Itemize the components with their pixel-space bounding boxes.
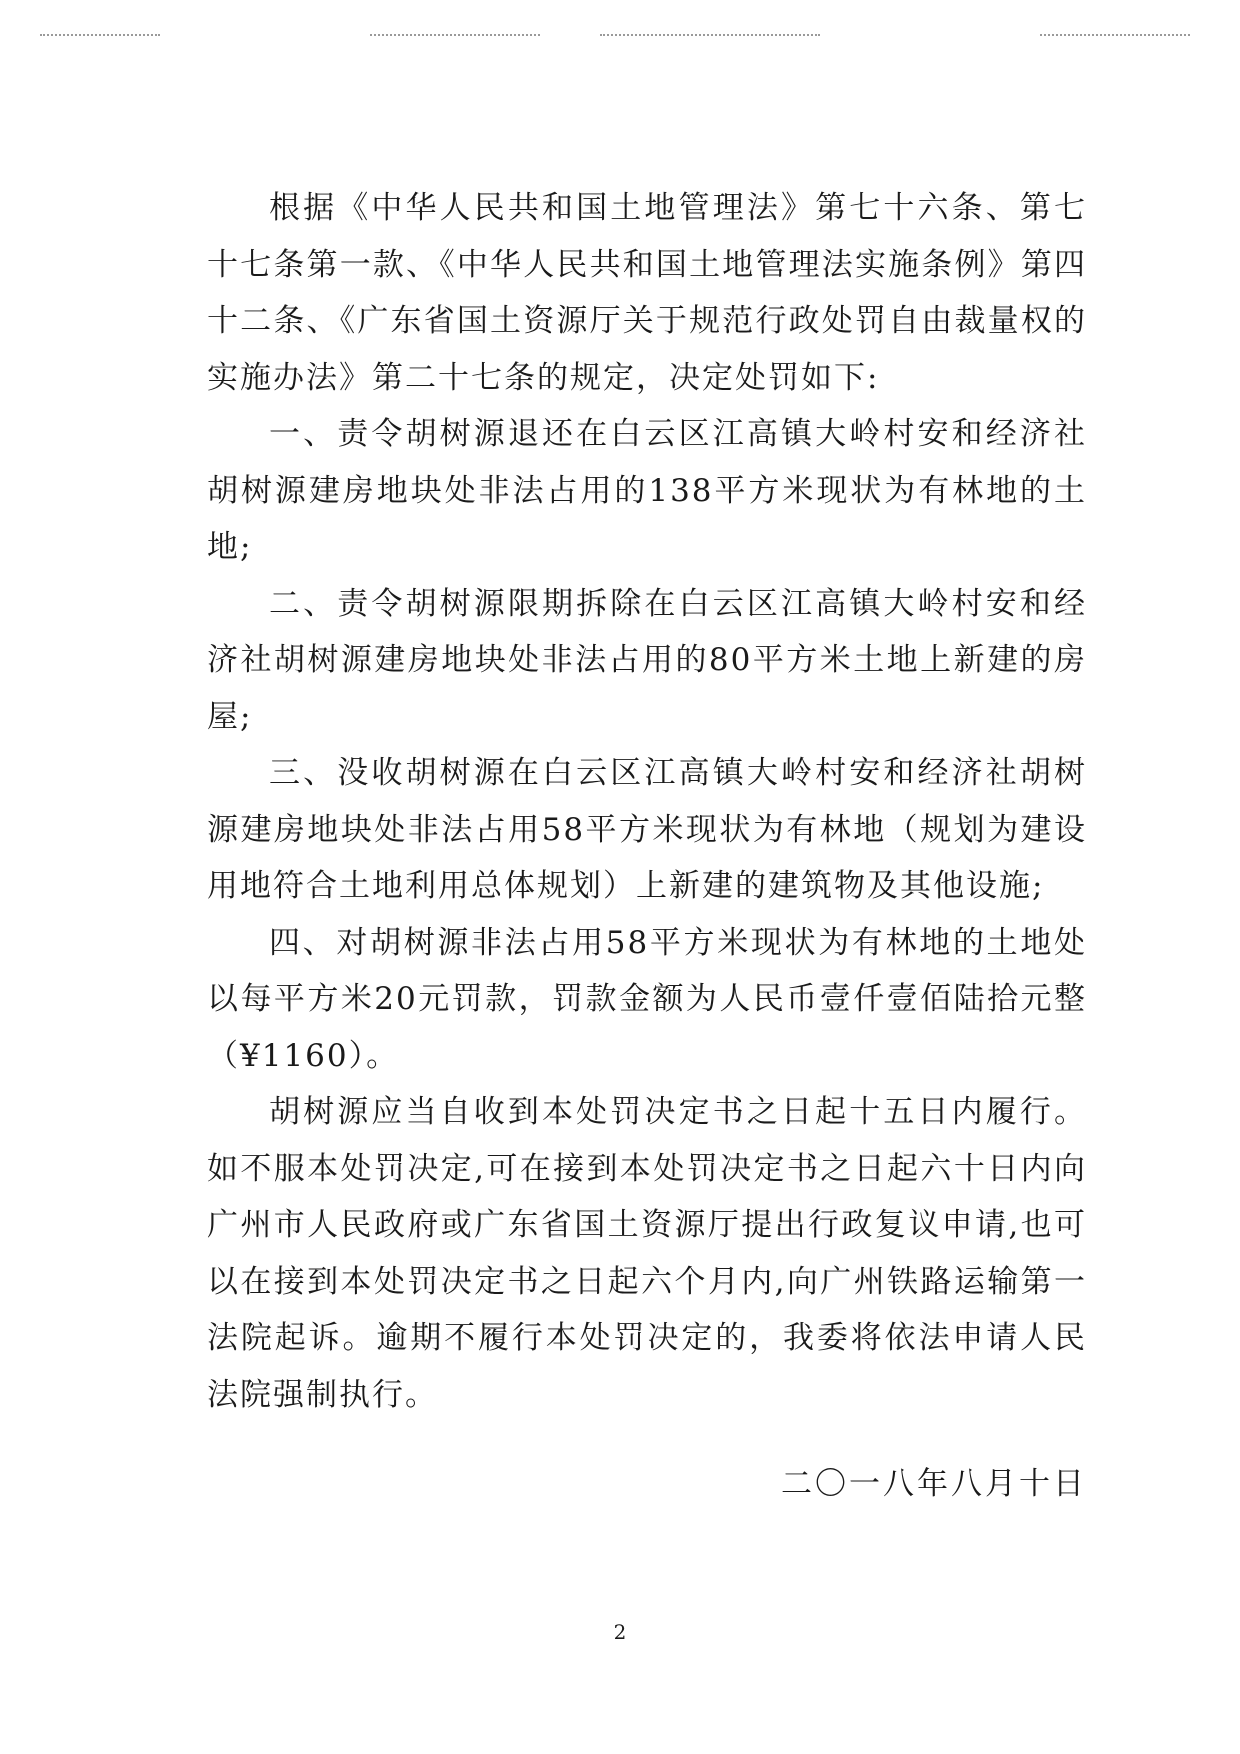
penalty-item-4: 四、对胡树源非法占用58平方米现状为有林地的土地处以每平方米20元罚款，罚款金额为人民币壹仟壹佰陆拾元整（¥1160）。 xyxy=(207,924,1087,1074)
legal-basis-paragraph: 根据《中华人民共和国土地管理法》第七十六条、第七十七条第一款、《中华人民共和国土地管理法实施条例》第四十二条、《广东省国土资源厅关于规范行政处罚自由裁量权的实施办法》第二十七条的规定，决定处罚如下: xyxy=(207,190,1087,396)
scan-artifact-top xyxy=(40,34,1200,40)
penalty-item-2: 二、责令胡树源限期拆除在白云区江高镇大岭村安和经济社胡树源建房地块处非法占用的80平方米土地上新建的房屋; xyxy=(207,585,1087,735)
document-body xyxy=(207,180,1087,1423)
penalty-item-3: 三、没收胡树源在白云区江高镇大岭村安和经济社胡树源建房地块处非法占用58平方米现状为有林地（规划为建设用地符合土地利用总体规划）上新建的建筑物及其他设施; xyxy=(207,755,1087,904)
compliance-paragraph: 胡树源应当自收到本处罚决定书之日起十五日内履行。如不服本处罚决定,可在接到本处罚决定书之日起六十日内向广州市人民政府或广东省国土资源厅提出行政复议申请,也可以在接到本处罚决定书之日起六个月内,向广州铁路运输第一法院起诉。逾期不履行本处罚决定的，我委将依法申请人民法院强制执行。 xyxy=(207,1094,1087,1413)
scan-artifact-dots xyxy=(370,34,540,38)
document-date: 二〇一八年八月十日 xyxy=(781,1466,1087,1502)
page-number: 2 xyxy=(613,1620,627,1644)
scan-artifact-dots xyxy=(600,34,820,38)
penalty-item-1: 一、责令胡树源退还在白云区江高镇大岭村安和经济社胡树源建房地块处非法占用的138平方米现状为有林地的土地; xyxy=(207,416,1087,565)
scan-artifact-dots xyxy=(1040,34,1190,38)
scan-artifact-dots xyxy=(40,34,160,38)
